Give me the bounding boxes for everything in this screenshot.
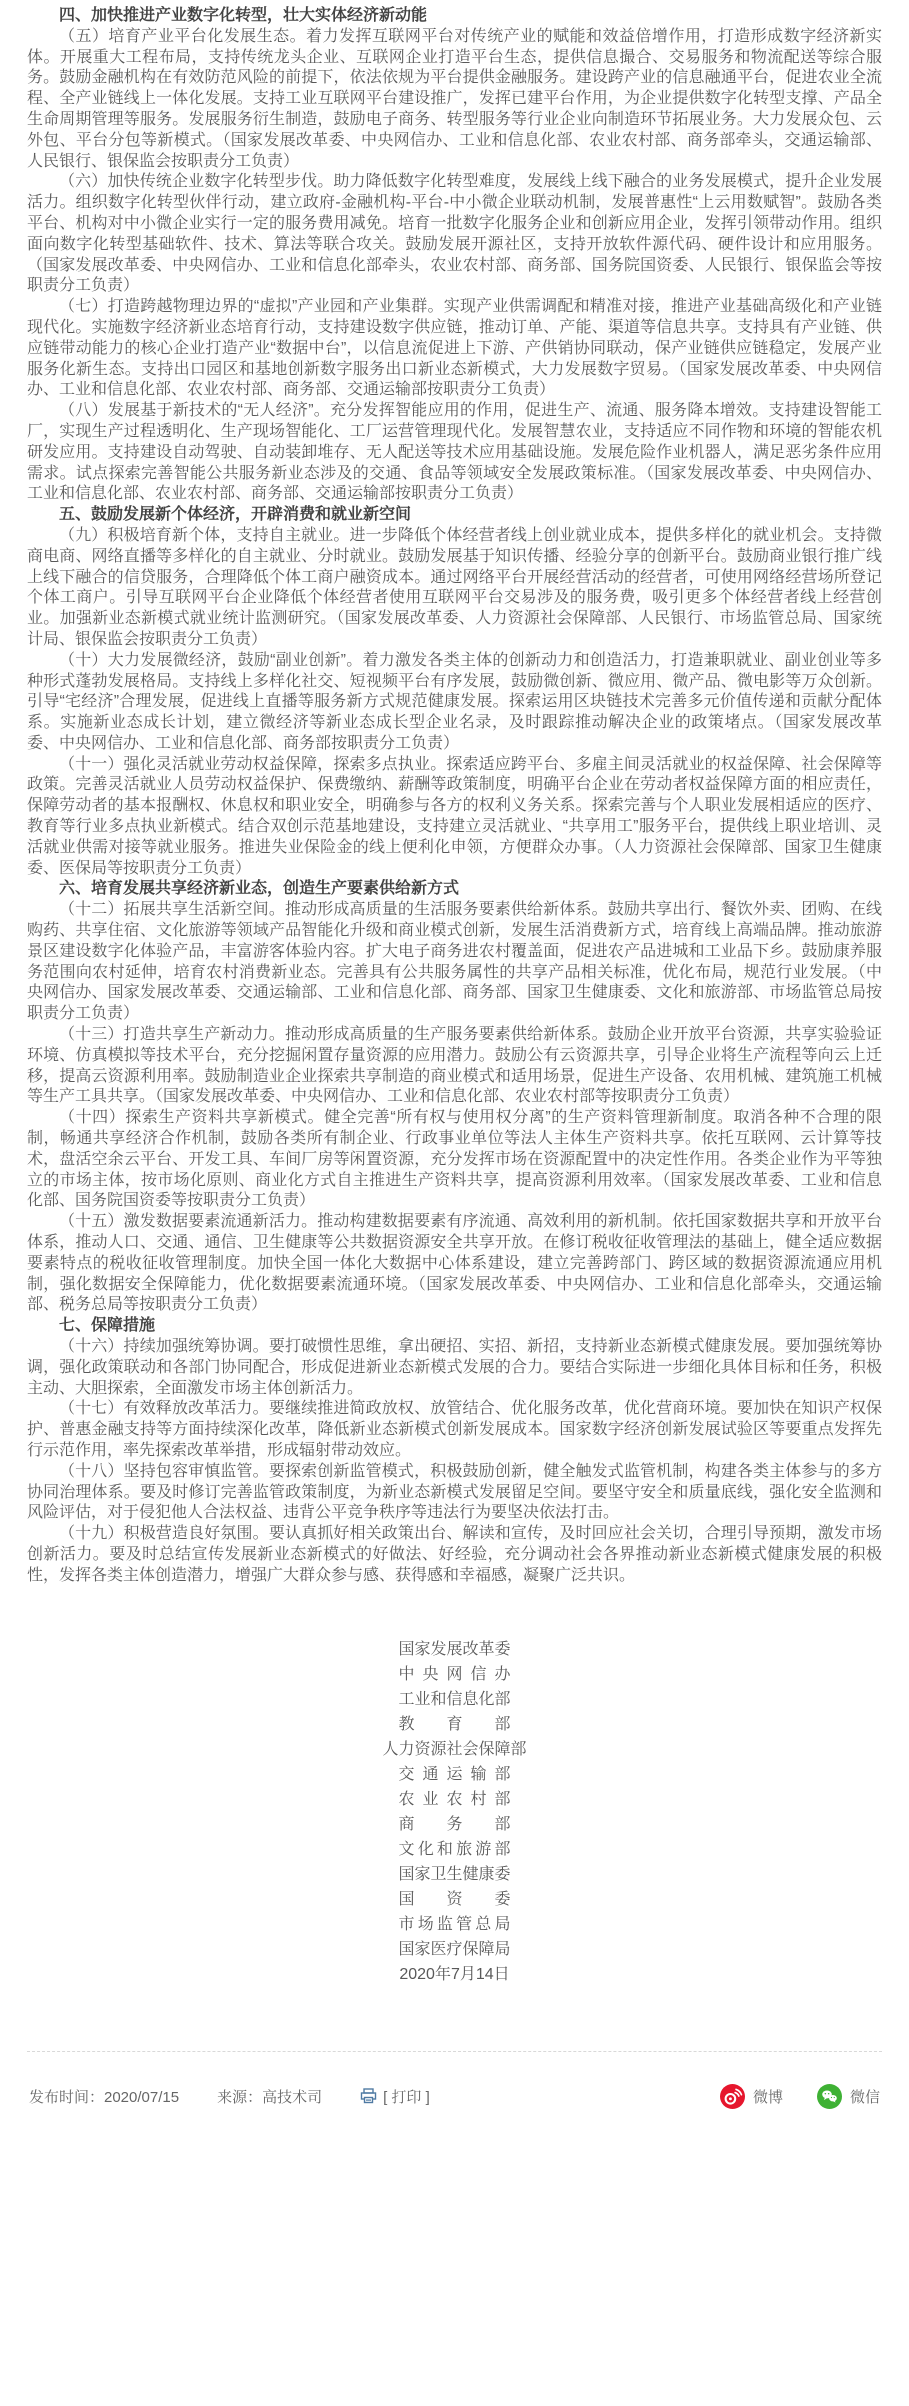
signature-date: 2020年7月14日 bbox=[399, 1965, 510, 1983]
signature-line: 人力资源社会保障部 bbox=[382, 1740, 527, 1758]
print-label: [ 打印 ] bbox=[383, 2088, 430, 2106]
signature-line: 工业和信息化部 bbox=[398, 1690, 511, 1708]
weibo-label: 微博 bbox=[752, 2088, 783, 2106]
footer-bar bbox=[27, 2052, 882, 2123]
paragraph-14: （十四）探索生产资料共享新模式。健全完善“所有权与使用权分离”的生产资料管理新制度。取消各种不合理的限制，畅通共享经济合作机制，鼓励各类所有制企业、行政事业单位等法人主体生产资料共享。依托互联网、云计算等技术，盘活空余云平台、开发工具、车间厂房等闲置资源，充分发挥市场在资源配置中的决定性作用。各类企业作为平等独立的市场主体，按市场化原则、商业化方式自主推进生产资料共享，提高资源利用效率。（国家发展改革委、工业和信息化部、国务院国资委等按职责分工负责） bbox=[27, 1109, 882, 1210]
signature-line: 中央网信办 bbox=[398, 1665, 511, 1683]
paragraph-8: （八）发展基于新技术的“无人经济”。充分发挥智能应用的作用，促进生产、流通、服务降本增效。支持建设智能工厂，实现生产过程透明化、生产现场智能化、工厂运营管理现代化。发展智慧农业，支持适应不同作物和环境的智能农机研发应用。支持建设自动驾驶、自动装卸堆存、无人配送等技术应用基础设施。发展危险作业机器人，满足恶劣条件应用需求。试点探索完善智能公共服务新业态涉及的交通、食品等领域安全发展政策标准。（国家发展改革委、中央网信办、工业和信息化部、农业农村部、商务部、交通运输部按职责分工负责） bbox=[27, 402, 882, 503]
signature-block bbox=[27, 1637, 882, 1987]
paragraph-11: （十一）强化灵活就业劳动权益保障，探索多点执业。探索适应跨平台、多雇主间灵活就业的权益保障、社会保障等政策。完善灵活就业人员劳动权益保护、保费缴纳、薪酬等政策制度，明确平台企业在劳动者权益保障方面的相应责任，保障劳动者的基本报酬权、休息权和职业安全，明确参与各方的权利义务关系。探索完善与个人职业发展相适应的医疗、教育等行业多点执业新模式。结合双创示范基地建设，支持建立灵活就业、“共享用工”服务平台，提供线上职业培训、灵活就业供需对接等就业服务。推进失业保险金的线上便利化申领，方便群众办事。（人力资源社会保障部、国家卫生健康委、医保局等按职责分工负责） bbox=[27, 755, 882, 877]
signature-line: 商务部 bbox=[398, 1815, 511, 1833]
publish-time: 发布时间：2020/07/15 bbox=[29, 2088, 180, 2106]
share-bar bbox=[686, 2084, 880, 2109]
wechat-icon bbox=[817, 2084, 842, 2109]
footer-meta bbox=[29, 2086, 430, 2107]
signature-line: 市场监管总局 bbox=[398, 1915, 511, 1933]
section-heading-5: 五、鼓励发展新个体经济，开辟消费和就业新空间 bbox=[59, 506, 412, 524]
signature-line: 教育部 bbox=[398, 1715, 511, 1733]
share-wechat-button[interactable] bbox=[817, 2084, 880, 2109]
section-heading-4: 四、加快推进产业数字化转型，壮大实体经济新动能 bbox=[59, 7, 428, 24]
paragraph-6: （六）加快传统企业数字化转型步伐。助力降低数字化转型难度，发展线上线下融合的业务发展模式，提升企业发展活力。组织数字化转型伙伴行动，建立政府-金融机构-平台-中小微企业联动机制，发展普惠性“上云用数赋智”。鼓励各类平台、机构对中小微企业实行一定的服务费用减免。培育一批数字化服务企业和创新应用企业，发挥引领带动作用。组织面向数字化转型基础软件、技术、算法等联合攻关。鼓励发展开源社区，支持开放软件源代码、硬件设计和应用服务。（国家发展改革委、中央网信办、工业和信息化部牵头，农业农村部、商务部、国务院国资委、人民银行、银保监会等按职责分工负责） bbox=[27, 173, 882, 295]
paragraph-9: （九）积极培育新个体，支持自主就业。进一步降低个体经营者线上创业就业成本，提供多样化的就业机会。支持微商电商、网络直播等多样化的自主就业、分时就业。鼓励发展基于知识传播、经验分享的创新平台。鼓励商业银行推广线上线下融合的信贷服务，合理降低个体工商户融资成本。通过网络平台开展经营活动的经营者，可使用网络经营场所登记个体工商户。引导互联网平台企业降低个体经营者使用互联网平台交易涉及的服务费，吸引更多个体经营者线上经营创业。加强新业态新模式就业统计监测研究。（国家发展改革委、人力资源社会保障部、人民银行、市场监管总局、国家统计局、银保监会按职责分工负责） bbox=[27, 526, 882, 648]
signature-line: 农业农村部 bbox=[398, 1790, 511, 1808]
paragraph-13: （十三）打造共享生产新动力。推动形成高质量的生产服务要素供给新体系。鼓励企业开放平台资源，共享实验验证环境、仿真模拟等技术平台，充分挖掘闲置存量资源的应用潜力。鼓励公有云资源共享，引导企业将生产流程等向云上迁移，提高云资源利用率。鼓励制造业企业探索共享制造的商业模式和适用场景，促进生产设备、农用机械、建筑施工机械等生产工具共享。（国家发展改革委、中央网信办、工业和信息化部、农业农村部等按职责分工负责） bbox=[27, 1026, 882, 1106]
source: 来源：高技术司 bbox=[217, 2088, 323, 2106]
signature-line: 文化和旅游部 bbox=[398, 1840, 511, 1858]
wechat-label: 微信 bbox=[849, 2088, 880, 2106]
paragraph-15: （十五）激发数据要素流通新活力。推动构建数据要素有序流通、高效利用的新机制。依托国家数据共享和开放平台体系，推动人口、交通、通信、卫生健康等公共数据资源安全共享开放。在修订税收征收管理法的基础上，健全适应数据要素特点的税收征收管理制度。加快全国一体化大数据中心体系建设，建立完善跨部门、跨区域的数据资源流通应用机制，强化数据安全保障能力，优化数据要素流通环境。（国家发展改革委、中央网信办、工业和信息化部牵头，交通运输部、税务总局等按职责分工负责） bbox=[27, 1213, 882, 1314]
document-body bbox=[27, 6, 882, 1587]
section-heading-6: 六、培育发展共享经济新业态，创造生产要素供给新方式 bbox=[59, 880, 460, 898]
section-heading-7: 七、保障措施 bbox=[59, 1317, 156, 1335]
signature-line: 国家发展改革委 bbox=[398, 1640, 511, 1658]
print-button[interactable] bbox=[360, 2086, 430, 2107]
signature-line: 交通运输部 bbox=[398, 1765, 511, 1783]
paragraph-10: （十）大力发展微经济，鼓励“副业创新”。着力激发各类主体的创新动力和创造活力，打造兼职就业、副业创业等多种形式蓬勃发展格局。支持线上多样化社交、短视频平台有序发展，鼓励微创新、微应用、微产品、微电影等万众创新。引导“宅经济”合理发展，促进线上直播等服务新方式规范健康发展。探索运用区块链技术完善多元价值传递和贡献分配体系。实施新业态成长计划，建立微经济等新业态成长型企业名录，及时跟踪推动解决企业的政策堵点。（国家发展改革委、中央网信办、工业和信息化部、商务部按职责分工负责） bbox=[27, 651, 882, 752]
signature-line: 国家医疗保障局 bbox=[398, 1940, 511, 1958]
signature-line: 国家卫生健康委 bbox=[398, 1865, 511, 1883]
paragraph-18: （十八）坚持包容审慎监管。要探索创新监管模式，积极鼓励创新，健全触发式监管机制，构建各类主体参与的多方协同治理体系。要及时修订完善监管政策制度，为新业态新模式发展留足空间。要坚守安全和质量底线，强化安全监测和风险评估，对于侵犯他人合法权益、违背公平竞争秩序等违法行为要坚决依法打击。 bbox=[27, 1462, 882, 1522]
printer-icon bbox=[360, 2088, 377, 2104]
share-weibo-button[interactable] bbox=[720, 2084, 783, 2109]
paragraph-7: （七）打造跨越物理边界的“虚拟”产业园和产业集群。实现产业供需调配和精准对接，推进产业基础高级化和产业链现代化。实施数字经济新业态培育行动，支持建设数字供应链，推动订单、产能、渠道等信息共享。支持具有产业链、供应链带动能力的核心企业打造产业“数据中台”，以信息流促进上下游、产供销协同联动，保产业链供应链稳定，发展产业服务化新生态。支持出口园区和基地创新数字服务出口新业态新模式，大力发展数字贸易。（国家发展改革委、中央网信办、工业和信息化部、农业农村部、商务部、交通运输部按职责分工负责） bbox=[27, 298, 882, 399]
paragraph-19: （十九）积极营造良好氛围。要认真抓好相关政策出台、解读和宣传，及时回应社会关切，合理引导预期，激发市场创新活力。要及时总结宣传发展新业态新模式的好做法、好经验，充分调动社会各界推动新业态新模式健康发展的积极性，发挥各类主体创造潜力，增强广大群众参与感、获得感和幸福感，凝聚广泛共识。 bbox=[27, 1525, 882, 1584]
signature-line: 国资委 bbox=[398, 1890, 511, 1908]
paragraph-16: （十六）持续加强统筹协调。要打破惯性思维，拿出硬招、实招、新招，支持新业态新模式健康发展。要加强统筹协调，强化政策联动和各部门协同配合，形成促进新业态新模式发展的合力。要结合实际进一步细化具体目标和任务，积极主动、大胆探索，全面激发市场主体创新活力。 bbox=[27, 1338, 882, 1397]
weibo-icon bbox=[720, 2084, 745, 2109]
paragraph-17: （十七）有效释放改革活力。要继续推进简政放权、放管结合、优化服务改革，优化营商环境。要加快在知识产权保护、普惠金融支持等方面持续深化改革，降低新业态新模式创新发展成本。国家数字经济创新发展试验区等要重点发挥先行示范作用，率先探索改革举措，形成辐射带动效应。 bbox=[27, 1400, 882, 1459]
paragraph-5: （五）培育产业平台化发展生态。着力发挥互联网平台对传统产业的赋能和效益倍增作用，打造形成数字经济新实体。开展重大工程布局，支持传统龙头企业、互联网企业打造平台生态，提供信息撮合、交易服务和物流配送等综合服务。鼓励金融机构在有效防范风险的前提下，依法依规为平台提供金融服务。建设跨产业的信息融通平台，促进农业全流程、全产业链线上一体化发展。支持工业互联网平台建设推广，发挥已建平台作用，为企业提供数字化转型支撑、产品全生命周期管理等服务。发展服务衍生制造，鼓励电子商务、转型服务等行业企业向制造环节拓展业务。大力发展众包、云外包、平台分包等新模式。（国家发展改革委、中央网信办、工业和信息化部、农业农村部、商务部牵头，交通运输部、人民银行、银保监会按职责分工负责） bbox=[27, 27, 882, 170]
paragraph-12: （十二）拓展共享生活新空间。推动形成高质量的生活服务要素供给新体系。鼓励共享出行、餐饮外卖、团购、在线购药、共享住宿、文化旅游等领域产品智能化升级和商业模式创新，发展生活消费新方式，培育线上高端品牌。推动旅游景区建设数字化体验产品，丰富游客体验内容。扩大电子商务进农村覆盖面，促进农产品进城和工业品下乡。鼓励康养服务范围向农村延伸，培育农村消费新业态。完善具有公共服务属性的共享产品相关标准，优化布局，规范行业发展。（中央网信办、国家发展改革委、交通运输部、工业和信息化部、商务部、国家卫生健康委、文化和旅游部、市场监管总局按职责分工负责） bbox=[27, 901, 882, 1023]
